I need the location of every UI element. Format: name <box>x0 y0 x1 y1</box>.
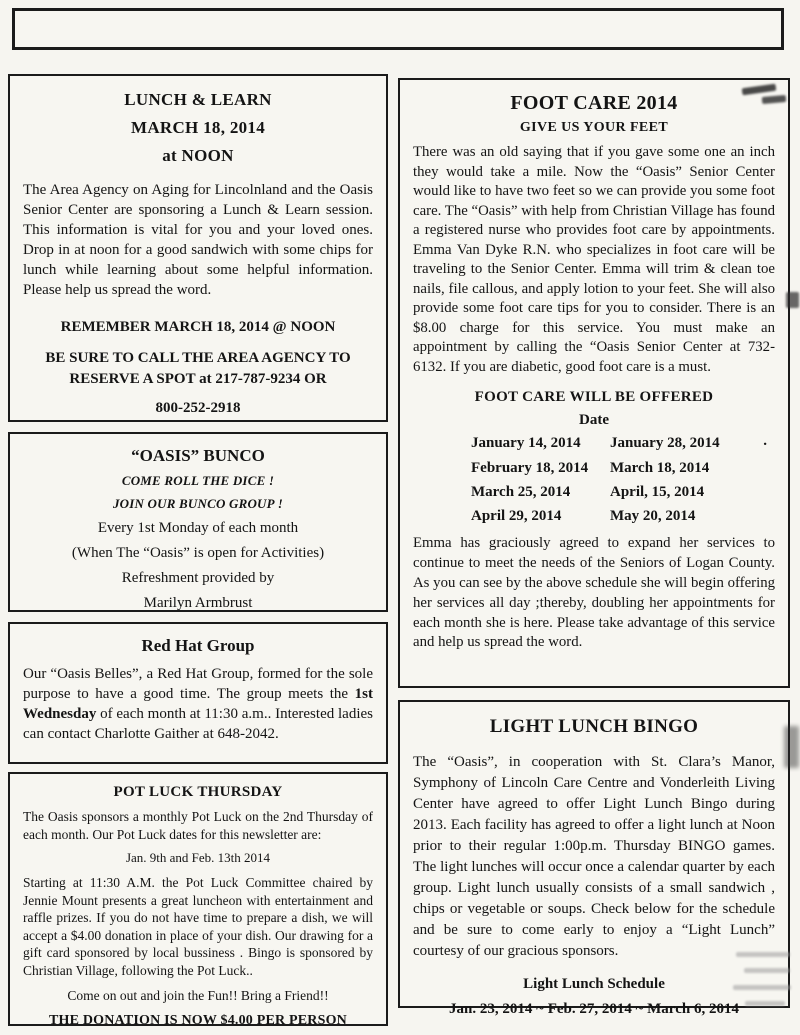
foot-care-section <box>398 78 790 688</box>
bunco-tagline-1: COME ROLL THE DICE ! <box>121 473 275 488</box>
lunch-learn-call-note: BE SURE TO CALL THE AREA AGENCY TO RESERVE A SPOT at 217-787-9234 OR <box>45 349 351 387</box>
foot-care-title: FOOT CARE 2014 <box>510 92 678 114</box>
lunch-learn-time: at NOON <box>162 146 234 165</box>
foot-care-closing: Emma has graciously agreed to expand her services to continue to meet the needs of the Seniors of Logan County. As you can see by the above schedule she will begin offering her services all day ;thereby, doubling her appointments for each month she is here. Please take advantage of this service and help us spread the word. <box>413 535 775 651</box>
foot-care-date: January 28, 2014 <box>610 435 720 452</box>
scan-artifact <box>736 952 790 957</box>
light-lunch-schedule-heading: Light Lunch Schedule <box>523 976 665 992</box>
foot-care-date-label: Date <box>579 412 609 429</box>
foot-care-subtitle: GIVE US YOUR FEET <box>519 120 669 135</box>
scan-artifact <box>733 985 791 990</box>
light-lunch-title: LIGHT LUNCH BINGO <box>489 716 699 737</box>
pot-luck-invite: Come on out and join the Fun!! Bring a Friend!! <box>67 988 329 1004</box>
bunco-line-4: Marilyn Armbrust <box>143 595 253 611</box>
bunco-tagline-2: JOIN OUR BUNCO GROUP ! <box>112 496 284 511</box>
red-hat-title: Red Hat Group <box>141 636 255 655</box>
red-hat-body <box>23 665 373 745</box>
red-hat-body-bold: 1st Wednesday <box>23 685 373 722</box>
foot-care-date: April, 15, 2014 <box>610 483 705 500</box>
bunco-line-1: Every 1st Monday of each month <box>97 520 299 536</box>
red-hat-section <box>8 622 388 764</box>
lunch-learn-phone: 800-252-2918 <box>155 399 241 416</box>
pot-luck-details: Starting at 11:30 A.M. the Pot Luck Committee chaired by Jennie Mount presents a great luncheon with entertainment and raffle prizes. If you do not have time to prepare a dish, we will accept a $4.00 donation in place of your dish. Our drawing for a gift card sponsored by local bussiness . Bingo is sponsored by Christian Village, following the Pot Luck.. <box>23 875 373 978</box>
scan-artifact <box>786 292 799 308</box>
lunch-learn-body: The Area Agency on Aging for Lincolnland and the Oasis Senior Center are sponsoring a Lunch & Learn session. This information is vital for you and your loved ones. Drop in at noon for a good sandwich with some chips for lunch while learning about some helpful information. Please help us spread the word. <box>23 182 373 299</box>
lunch-learn-title: LUNCH & LEARN <box>124 90 272 109</box>
pot-luck-dates: Jan. 9th and Feb. 13th 2014 <box>125 850 271 866</box>
red-hat-body-pre: Our “Oasis Belles”, a Red Hat Group, formed for the sole purpose to have a good time. The group meets the <box>23 666 373 702</box>
lunch-learn-reminder: REMEMBER MARCH 18, 2014 @ NOON <box>60 318 336 335</box>
right-column <box>398 78 790 1017</box>
light-lunch-body: The “Oasis”, in cooperation with St. Clara’s Manor, Symphony of Lincoln Care Centre and Vonderleith Living Center have agreed to offer Light Lunch Bingo during 2013. Each facility has agreed to offer a light lunch at Noon prior to their regular 1:00p.m. Thursday BINGO games. The light lunches will occur once a calendar quarter by each group. Light lunch usually consists of a small sandwich , chips or vegetable or soups. Check below for the schedule and be sure to come early to enjoy a “Light Lunch” courtesy of our gracious sponsors. <box>413 754 775 959</box>
foot-care-date: March 25, 2014 <box>471 483 571 500</box>
foot-care-body: There was an old saying that if you gave some one an inch they would take a mile. Now the “Oasis” Senior Center would like to have two feet so we can provide you some foot care. The “Oasis” with help from Christian Village has found a registered nurse who provides foot care by appointments. Emma Van Dyke R.N. who specializes in foot care will be traveling to the Senior Center. Emma will trim & clean toe nails, file callous, and apply lotion to your feet. She will also provide some foot care tips for you to consider. There is an $8.00 charge for this service. You must make an appointment by calling the “Oasis Senior Center at 732-6132. If you are diabetic, good foot care is a must. <box>413 144 775 375</box>
foot-care-offered-heading: FOOT CARE WILL BE OFFERED <box>474 389 714 406</box>
pot-luck-section <box>8 772 388 1029</box>
pot-luck-intro: The Oasis sponsors a monthly Pot Luck on the 2nd Thursday of each month. Our Pot Luck dates for this newsletter are: <box>23 809 373 842</box>
light-lunch-schedule: Jan. 23, 2014 ~ Feb. 27, 2014 ~ March 6, 2014 <box>449 1001 739 1017</box>
foot-care-date: April 29, 2014 <box>471 508 562 525</box>
lunch-learn-section <box>8 74 388 422</box>
bunco-line-3: Refreshment provided by <box>121 570 275 586</box>
scan-artifact <box>744 968 790 973</box>
foot-care-date: January 14, 2014 <box>471 435 581 452</box>
light-lunch-bingo-section <box>398 700 790 1017</box>
foot-care-date: February 18, 2014 <box>471 459 589 476</box>
red-hat-body-post: of each month at 11:30 a.m.. Interested ladies can contact Charlotte Gaither at 648-2042. <box>23 705 373 742</box>
bunco-section <box>8 432 388 612</box>
foot-care-date: May 20, 2014 <box>610 508 696 525</box>
scan-artifact <box>784 726 799 768</box>
foot-care-date: March 18, 2014 <box>610 459 710 476</box>
lunch-learn-date: MARCH 18, 2014 <box>130 118 266 137</box>
header-box <box>12 8 784 50</box>
bunco-line-2: (When The “Oasis” is open for Activities) <box>71 545 325 561</box>
bunco-title: “OASIS” BUNCO <box>131 446 265 465</box>
stray-period-mark: . <box>763 433 767 450</box>
scan-artifact <box>745 1001 785 1006</box>
foot-care-dates-table <box>413 429 775 526</box>
left-column <box>8 74 388 1029</box>
pot-luck-title: POT LUCK THURSDAY <box>113 784 283 800</box>
pot-luck-donation: THE DONATION IS NOW $4.00 PER PERSON <box>48 1013 347 1029</box>
